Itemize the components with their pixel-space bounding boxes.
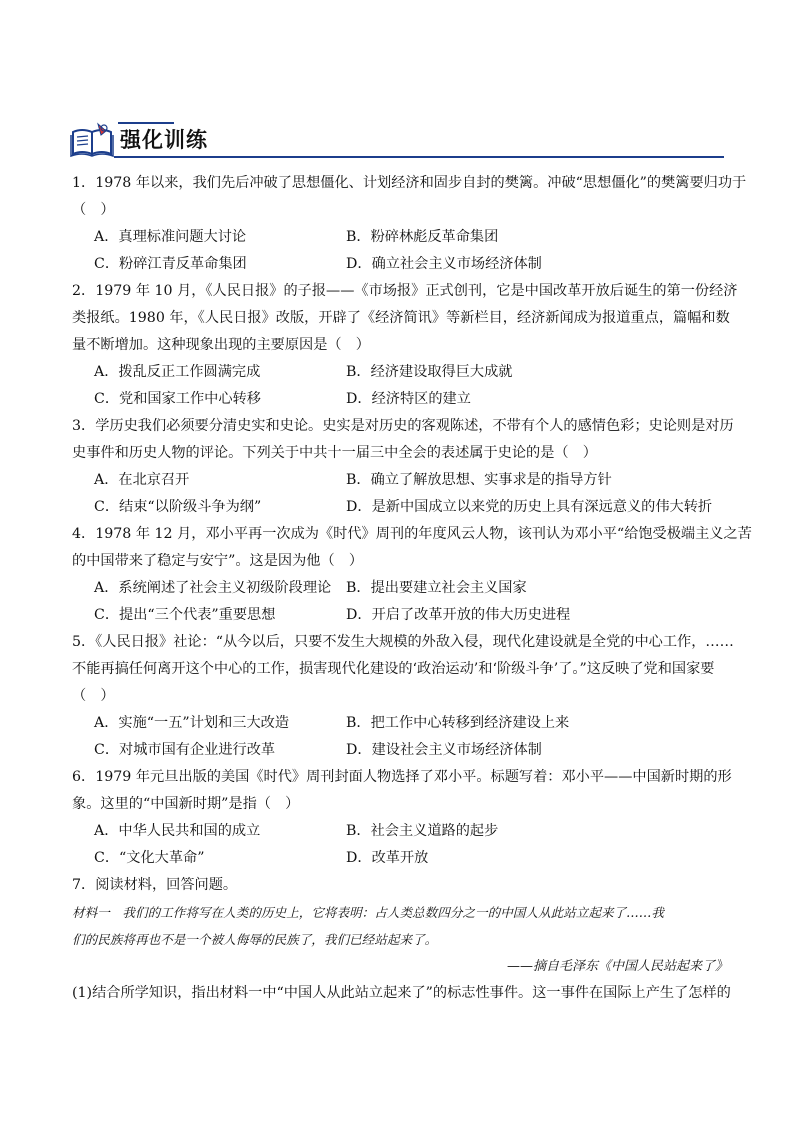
option-row <box>72 494 728 521</box>
option-a: A．拨乱反正工作圆满完成 <box>94 364 261 380</box>
option-row <box>72 224 728 251</box>
sub-question-text: (1)结合所学知识，指出材料一中“中国人从此站立起来了”的标志性事件。这一事件在国际上产生了怎样的 <box>72 985 731 1001</box>
open-book-icon <box>70 122 114 158</box>
option-b: B．经济建设取得巨大成就 <box>346 364 513 380</box>
option-a: A．在北京召开 <box>94 472 190 488</box>
option-row <box>72 602 728 629</box>
question-text: （ ） <box>72 688 115 704</box>
question-text: 象。这里的“中国新时期”是指（ ） <box>72 796 300 812</box>
question-text: 1．1978 年以来，我们先后冲破了思想僵化、计划经济和固步自封的樊篱。冲破“思想僵化”的樊篱要归功于 <box>72 175 747 191</box>
option-d: D．改革开放 <box>346 850 429 866</box>
section-header <box>70 118 724 160</box>
question-text: 6．1979 年元旦出版的美国《时代》周刊封面人物选择了邓小平。标题写着：邓小平——中国新时期的形 <box>72 769 732 785</box>
question-text: 2．1979 年 10 月，《人民日报》的子报——《市场报》正式创刊，它是中国改革开放后诞生的第一份经济 <box>72 283 738 299</box>
material-text: 材料一 我们的工作将写在人类的历史上，它将表明：占人类总数四分之一的中国人从此站立起来了……我 <box>72 905 664 920</box>
option-c: C．党和国家工作中心转移 <box>94 391 261 407</box>
question-text: 4．1978 年 12 月，邓小平再一次成为《时代》周刊的年度风云人物，该刊认为邓小平“给饱受极端主义之苦 <box>72 526 752 542</box>
option-c: C．“文化大革命” <box>94 850 205 866</box>
option-row <box>72 575 728 602</box>
question-text: 不能再搞任何离开这个中心的工作，损害现代化建设的‘政治运动’和‘阶级斗争’了。”这反映了党和国家要 <box>72 661 715 677</box>
option-b: B．把工作中心转移到经济建设上来 <box>346 715 570 731</box>
option-row <box>72 359 728 386</box>
option-c: C．对城市国有企业进行改革 <box>94 742 276 758</box>
question-text: 5．《人民日报》社论：“从今以后，只要不发生大规模的外敌入侵，现代化建设就是全党的中心工作，…… <box>72 634 734 650</box>
header-divider <box>114 156 724 158</box>
option-a: A．真理标准问题大讨论 <box>94 229 247 245</box>
option-a: A．实施“一五”计划和三大改造 <box>94 715 290 731</box>
option-c: C．结束“以阶级斗争为纲” <box>94 499 262 515</box>
question-text: （ ） <box>72 202 115 218</box>
question-6 <box>72 764 732 872</box>
question-list <box>72 170 752 1007</box>
option-row <box>72 710 728 737</box>
option-row <box>72 845 728 872</box>
option-d: D．是新中国成立以来党的历史上具有深远意义的伟大转折 <box>346 499 713 515</box>
option-row <box>72 386 728 413</box>
question-text: 类报纸。1980 年，《人民日报》改版，开辟了《经济简讯》等新栏目，经济新闻成为报道重点，篇幅和数 <box>72 310 730 326</box>
option-row <box>72 818 728 845</box>
question-text: 7．阅读材料，回答问题。 <box>72 877 238 893</box>
option-b: B．提出要建立社会主义国家 <box>346 580 527 596</box>
option-b: B．粉碎林彪反革命集团 <box>346 229 499 245</box>
option-d: D．开启了改革开放的伟大历史进程 <box>346 607 571 623</box>
question-text: 史事件和历史人物的评论。下列关于中共十一届三中全会的表述属于史论的是（ ） <box>72 445 597 461</box>
option-c: C．粉碎江青反革命集团 <box>94 256 247 272</box>
question-3 <box>72 413 734 521</box>
option-row <box>72 251 728 278</box>
section-title: 强化训练 <box>120 128 208 152</box>
question-1 <box>72 170 747 278</box>
option-a: A．中华人民共和国的成立 <box>94 823 261 839</box>
option-d: D．建设社会主义市场经济体制 <box>346 742 542 758</box>
option-a: A．系统阐述了社会主义初级阶段理论 <box>94 580 332 596</box>
question-5 <box>72 629 734 764</box>
question-text: 量不断增加。这种现象出现的主要原因是（ ） <box>72 337 370 353</box>
option-b: B．确立了解放思想、实事求是的指导方针 <box>346 472 612 488</box>
material-source: ——摘自毛泽东《中国人民站起来了》 <box>506 959 728 974</box>
question-text: 的中国带来了稳定与安宁”。这是因为他（ ） <box>72 553 364 569</box>
question-text: 3．学历史我们必须要分清史实和史论。史实是对历史的客观陈述，不带有个人的感情色彩；史论则是对历 <box>72 418 734 434</box>
question-2 <box>72 278 738 413</box>
question-4 <box>72 521 752 629</box>
option-row <box>72 737 728 764</box>
option-d: D．经济特区的建立 <box>346 391 471 407</box>
option-c: C．提出“三个代表”重要思想 <box>94 607 276 623</box>
material-text: 们的民族将再也不是一个被人侮辱的民族了，我们已经站起来了。 <box>72 932 438 947</box>
option-row <box>72 467 728 494</box>
option-d: D．确立社会主义市场经济体制 <box>346 256 542 272</box>
question-7 <box>72 872 731 1007</box>
option-b: B．社会主义道路的起步 <box>346 823 499 839</box>
